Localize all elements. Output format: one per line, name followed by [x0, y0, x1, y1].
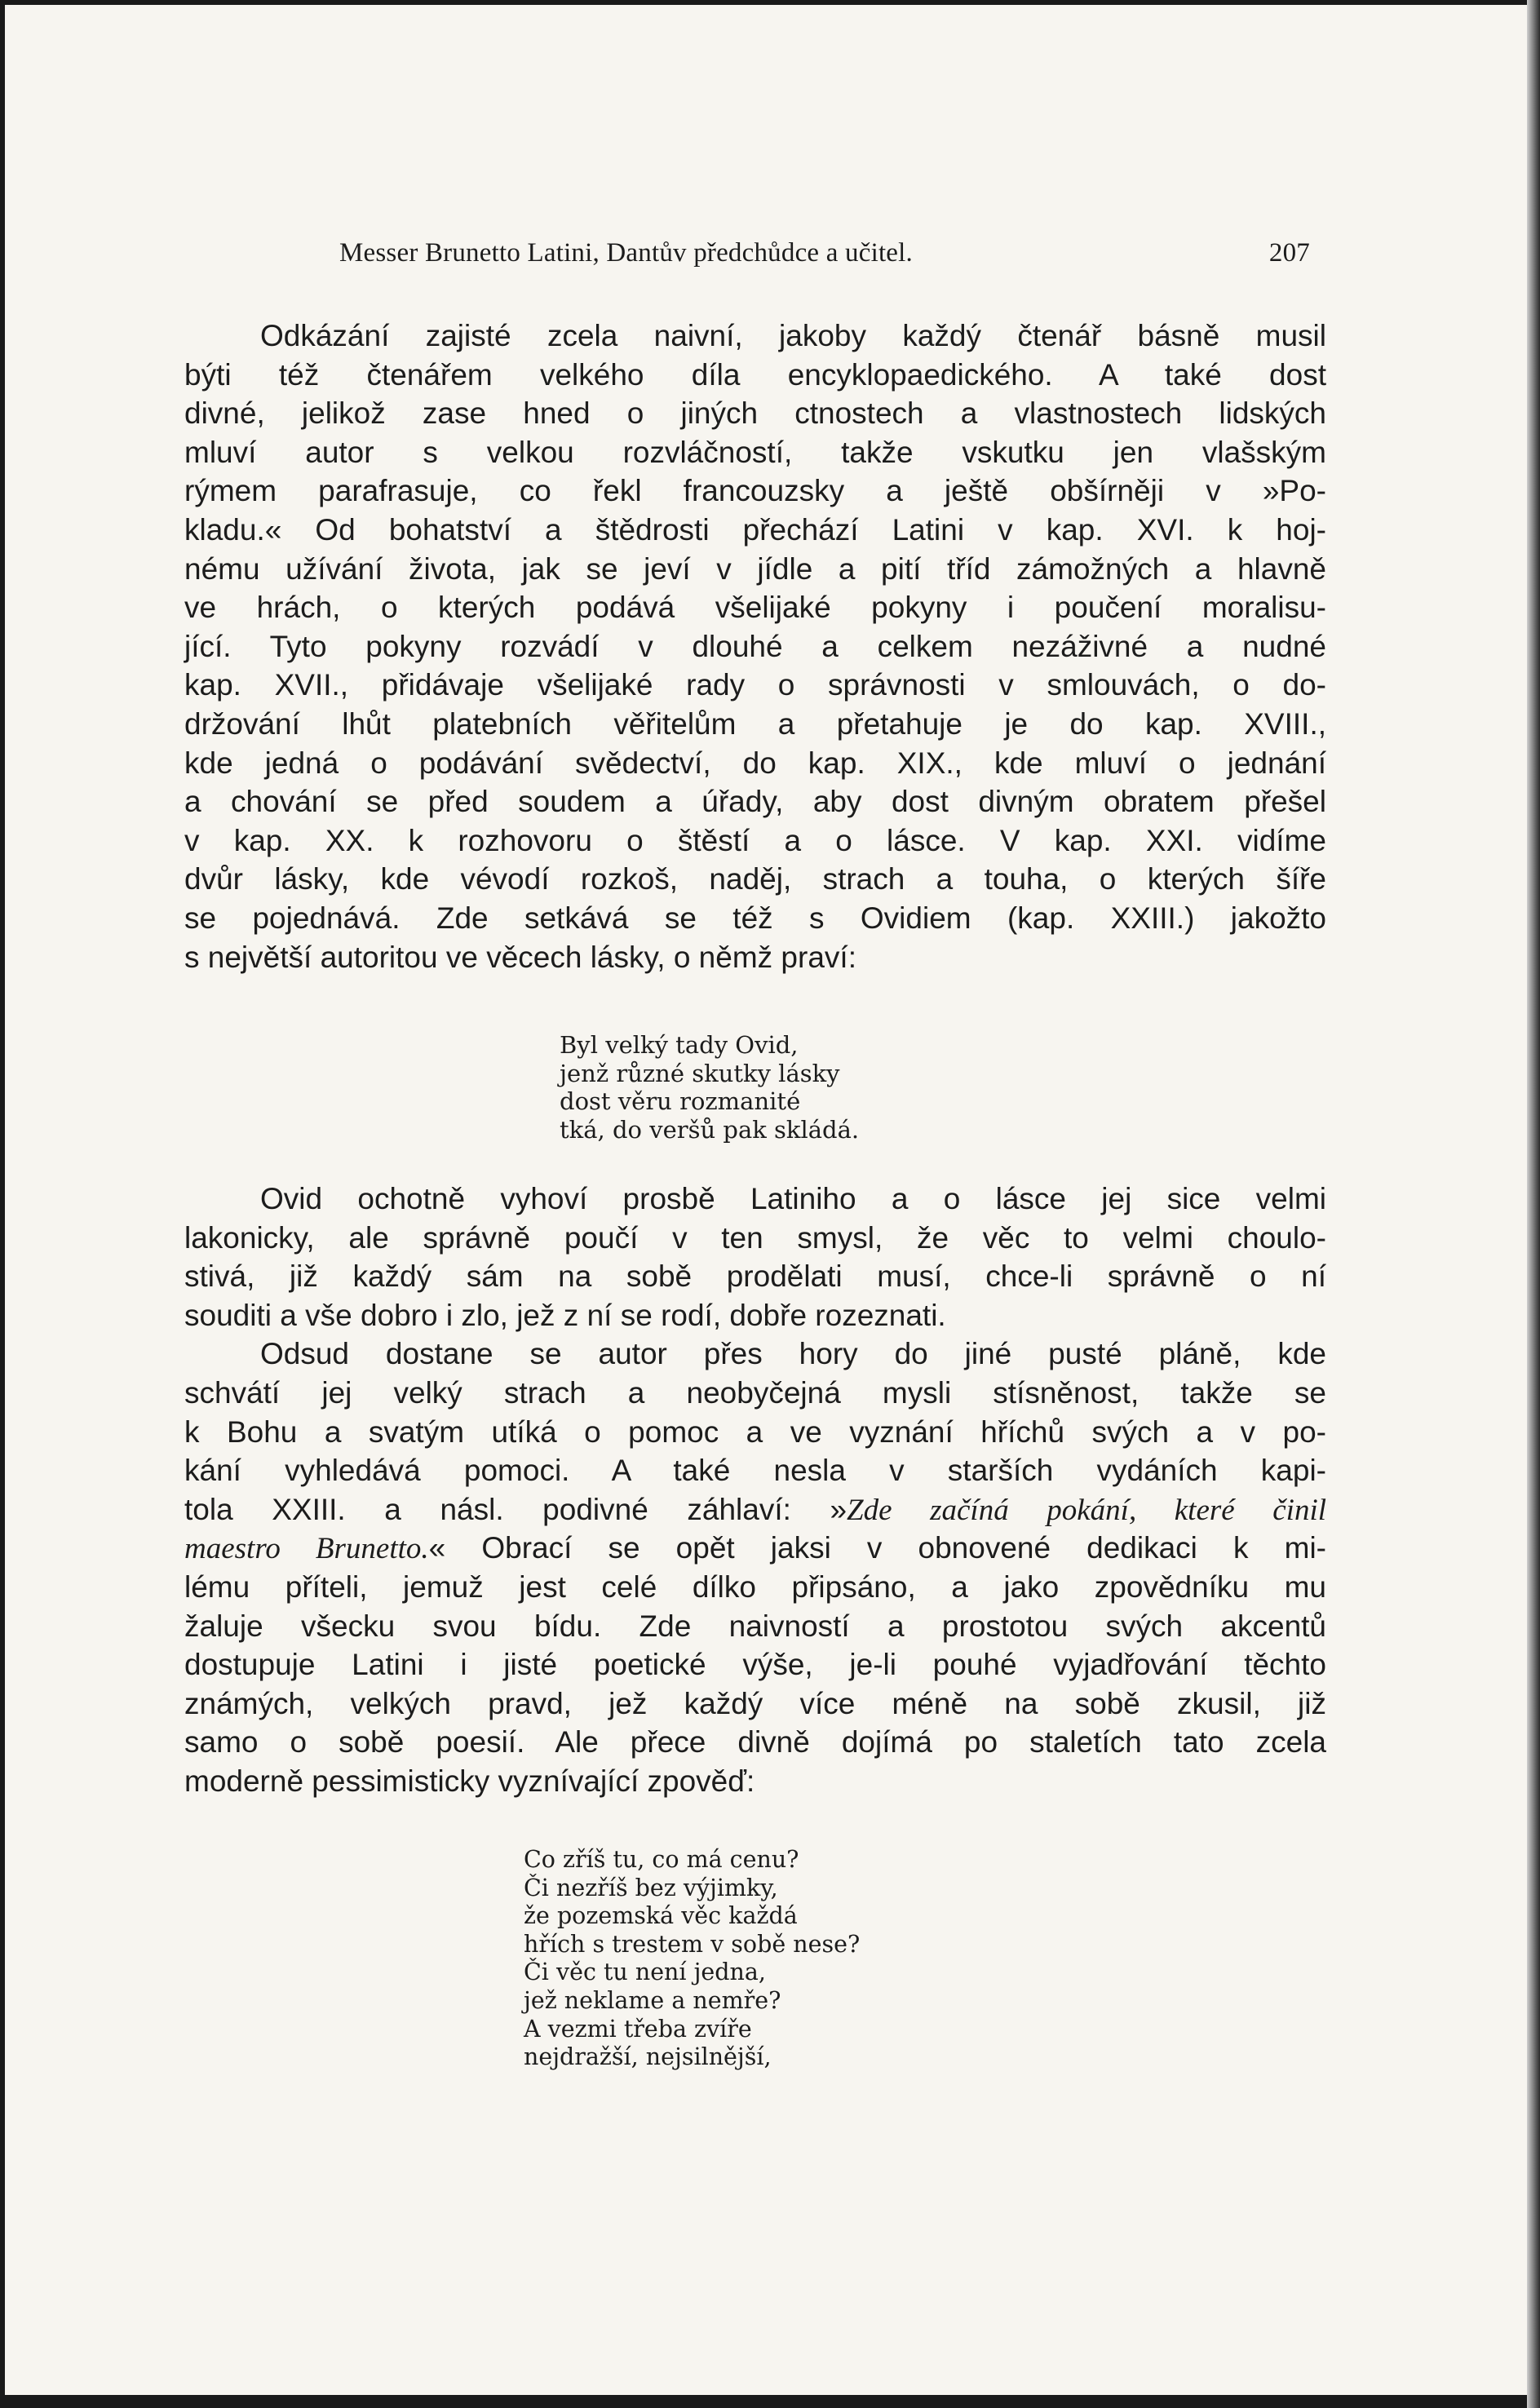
- scan-edge: [1527, 0, 1540, 2408]
- verse-line: nejdražší, nejsilnější,: [524, 2043, 772, 2071]
- text-line: schvátí jej velký strach a neobyčejná mysli stísněnost, takže se: [184, 1375, 1326, 1410]
- text-line: býti též čtenářem velkého díla encyklopaedického. A také dost: [184, 357, 1326, 392]
- verse-line: jež neklame a nemře?: [524, 1986, 781, 2014]
- text-line: Ovid ochotně vyhoví prosbě Latiniho a o lásce jej sice velmi: [260, 1182, 1326, 1215]
- text-line: moderně pessimisticky vyznívající zpověď:: [184, 1764, 755, 1798]
- text-line: s největší autoritou ve věcech lásky, o němž praví:: [184, 940, 856, 974]
- paragraph-1: [184, 316, 1326, 976]
- text-line: mluví autor s velkou rozvláčností, takže vskutku jen vlašským: [184, 435, 1326, 469]
- text-line: nému užívání života, jak se jeví v jídle a pití tříd zámožných a hlavně: [184, 551, 1326, 586]
- text-line: lakonicky, ale správně poučí v ten smysl, že věc to velmi choulo-: [184, 1220, 1326, 1255]
- paragraph-2-and-3: [184, 1180, 1326, 1801]
- verse-quotation-1: [560, 1031, 859, 1144]
- text-line: se pojednává. Zde setkává se též s Ovidiem (kap. XXIII.) jakožto: [184, 901, 1326, 935]
- text-line: lému příteli, jemuž jest celé dílko připsáno, a jako zpovědníku mu: [184, 1569, 1326, 1604]
- text-line: kde jedná o podávání svědectví, do kap. XIX., kde mluví o jednání: [184, 746, 1326, 780]
- verse-line: Či věc tu není jedna,: [524, 1959, 766, 1986]
- italic-quote: Zde začíná pokání, které činil: [847, 1493, 1327, 1527]
- page-number: 207: [1268, 238, 1310, 268]
- text-line: dostupuje Latini i jisté poetické výše, je-li pouhé vyjadřování těchto: [184, 1648, 1326, 1682]
- text-line: kap. XVII., přidávaje všelijaké rady o správnosti v smlouvách, o do-: [184, 668, 1326, 702]
- header-title: Messer Brunetto Latini, Dantův předchůdce a učitel.: [339, 238, 913, 268]
- text-line: dvůr lásky, kde vévodí rozkoš, naděj, strach a touha, o kterých šíře: [184, 862, 1326, 896]
- verse-line: Co zříš tu, co má cenu?: [524, 1846, 799, 1873]
- text-line: souditi a vše dobro i zlo, jež z ní se rodí, dobře rozeznati.: [184, 1298, 946, 1332]
- text-line: kladu.« Od bohatství a štědrosti přechází Latini v kap. XVI. k hoj-: [184, 512, 1326, 547]
- text-line: v kap. XX. k rozhovoru o štěstí a o lásce. V kap. XXI. vidíme: [184, 823, 1326, 857]
- verse-line: tká, do veršů pak skládá.: [560, 1115, 860, 1144]
- text-line: [184, 1529, 1326, 1568]
- text-fragment: tola XXIII. a násl. podivné záhlaví: »: [184, 1492, 847, 1526]
- text-line: [184, 1490, 1326, 1529]
- text-line: kání vyhledává pomoci. A také nesla v starších vydáních kapi-: [184, 1454, 1326, 1488]
- text-line: divné, jelikož zase hned o jiných ctnostech a vlastnostech lidských: [184, 396, 1326, 431]
- quote-mark: «: [428, 1531, 446, 1565]
- text-line: držování lhůt platebních věřitelům a přetahuje je do kap. XVIII.,: [184, 706, 1326, 741]
- text-line: k Bohu a svatým utíká o pomoc a ve vyznání hříchů svých a v po-: [184, 1414, 1326, 1449]
- text-line: a chování se před soudem a úřady, aby dost divným obratem přešel: [184, 785, 1326, 819]
- text-line: ve hrách, o kterých podává všelijaké pokyny i poučení moralisu-: [184, 591, 1326, 625]
- text-line: jící. Tyto pokyny rozvádí v dlouhé a celkem nezáživné a nudné: [184, 629, 1326, 663]
- text-line: samo o sobě poesií. Ale přece divně dojímá po staletích tato zcela: [184, 1725, 1326, 1760]
- text-line: stivá, již každý sám na sobě prodělati musí, chce-li správně o ní: [184, 1259, 1326, 1294]
- text-line: žaluje všecku svou bídu. Zde naivností a prostotou svých akcentů: [184, 1609, 1326, 1643]
- verse-line: Byl velký tady Ovid,: [560, 1031, 799, 1059]
- text-line: známých, velkých pravd, jež každý více méně na sobě zkusil, již: [184, 1686, 1326, 1720]
- verse-line: dost věru rozmanité: [560, 1087, 801, 1115]
- verse-line: že pozemská věc každá: [524, 1902, 798, 1930]
- text-line: Odsud dostane se autor přes hory do jiné pusté pláně, kde: [260, 1337, 1326, 1371]
- text-line: rýmem parafrasuje, co řekl francouzsky a ještě obšírněji v »Po-: [184, 474, 1326, 508]
- text-fragment: Obrací se opět jaksi v obnovené dedikaci k mi-: [445, 1531, 1326, 1565]
- verse-line: A vezmi třeba zvíře: [524, 2015, 752, 2043]
- text-line: Odkázání zajisté zcela naivní, jakoby každý čtenář básně musil: [260, 319, 1326, 352]
- verse-line: jenž různé skutky lásky: [560, 1059, 840, 1087]
- verse-line: hřích s trestem v sobě nese?: [524, 1930, 861, 1958]
- verse-line: Či nezříš bez výjimky,: [524, 1874, 778, 1901]
- verse-quotation-2: [524, 1846, 860, 2072]
- italic-quote: maestro Brunetto.: [184, 1532, 429, 1566]
